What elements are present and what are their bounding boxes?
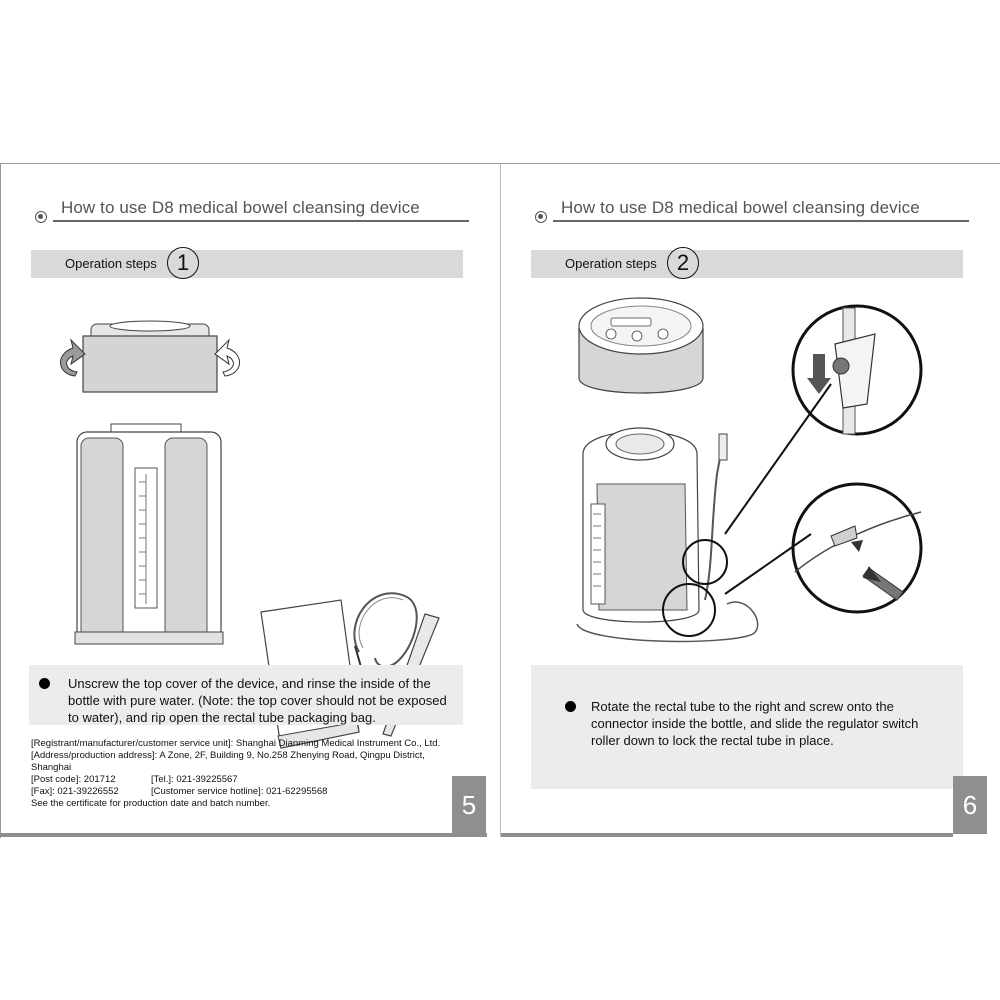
instruction-text: Rotate the rectal tube to the right and screw onto the connector inside the bottle, and slide the regulator switch roller down to lock the rectal tube in place. [591, 699, 919, 748]
step-bar [31, 250, 463, 278]
fax: [Fax]: 021-39226552 [31, 786, 119, 797]
registrant-line: [Registrant/manufacturer/customer service unit]: Shanghai Dianming Medical Instrument Co., Ltd. [31, 738, 441, 749]
bottom-rule-right [501, 833, 953, 837]
page-header [531, 198, 971, 222]
header-bullet-icon [35, 211, 47, 223]
bottom-rule-left [0, 833, 487, 837]
step-number-badge: 2 [667, 247, 699, 279]
page-5 [0, 163, 500, 838]
manufacturer-info [31, 738, 441, 810]
page-number: 6 [953, 776, 987, 834]
header-title: How to use D8 medical bowel cleansing device [61, 198, 420, 217]
telephone: [Tel.]: 021-39225567 [151, 774, 238, 785]
certificate-note: See the certificate for production date and batch number. [31, 798, 271, 809]
bottle-illustration [75, 424, 225, 654]
control-unit-illustration [577, 294, 717, 414]
page-header [31, 198, 471, 222]
service-hotline: [Customer service hotline]: 021-62295568 [151, 786, 328, 797]
post-code: [Post code]: 201712 [31, 774, 116, 785]
header-bullet-icon [535, 211, 547, 223]
bullet-dot-icon [565, 701, 576, 712]
instruction-text: Unscrew the top cover of the device, and rinse the inside of the bottle with pure water. (Note: the top cover should not be exposed to water), and rip open the rectal tube packaging bag. [68, 676, 447, 725]
header-underline [553, 220, 969, 222]
page-number: 5 [452, 776, 486, 834]
bullet-dot-icon [39, 678, 50, 689]
step-label: Operation steps [65, 256, 157, 271]
page-6 [501, 163, 1000, 838]
header-underline [53, 220, 469, 222]
top-cover-illustration [51, 314, 251, 404]
step-label: Operation steps [565, 256, 657, 271]
callout-lines [721, 384, 921, 644]
address-line: [Address/production address]: A Zone, 2F, Building 9, No.258 Zhenying Road, Qingpu District, Shanghai [31, 750, 425, 773]
step-number-badge: 1 [167, 247, 199, 279]
header-title: How to use D8 medical bowel cleansing device [561, 198, 920, 217]
step-bar [531, 250, 963, 278]
